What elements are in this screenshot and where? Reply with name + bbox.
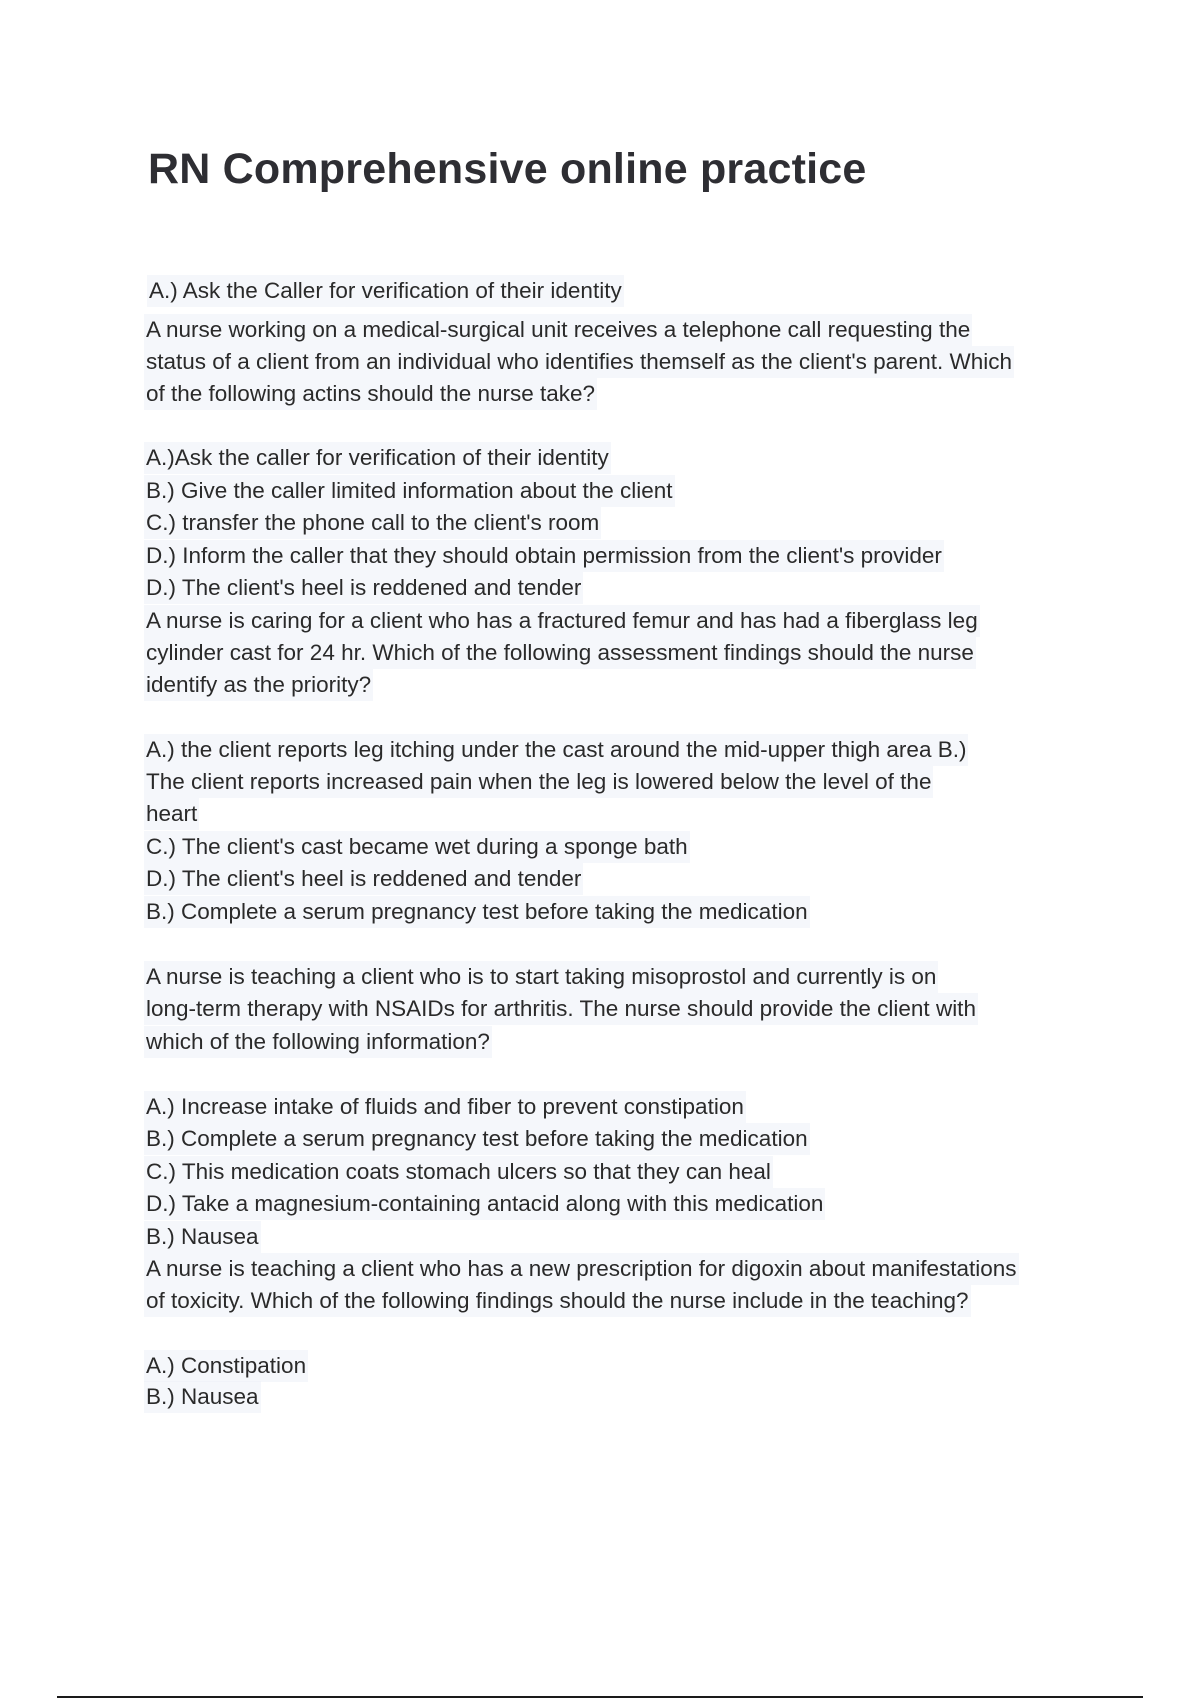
question-stem-line: identify as the priority?	[144, 669, 373, 701]
answer-key-line: A.) Ask the Caller for verification of their identity	[147, 275, 624, 307]
answer-option: C.) transfer the phone call to the client's room	[144, 507, 601, 539]
answer-option: B.) Nausea	[144, 1381, 261, 1413]
question-stem-line: A nurse working on a medical-surgical unit receives a telephone call requesting the	[144, 314, 972, 346]
question-stem-line: cylinder cast for 24 hr. Which of the following assessment findings should the nurse	[144, 637, 976, 669]
answer-option: B.) Complete a serum pregnancy test before taking the medication	[144, 1123, 810, 1155]
page-title: RN Comprehensive online practice	[148, 145, 867, 193]
answer-option: D.) The client's heel is reddened and tender	[144, 863, 583, 895]
answer-option: A.) Increase intake of fluids and fiber to prevent constipation	[144, 1091, 746, 1123]
answer-option: A.) Constipation	[144, 1350, 308, 1382]
question-stem-line: A nurse is caring for a client who has a fractured femur and has had a fiberglass leg	[144, 605, 980, 637]
answer-option: A.)Ask the caller for verification of their identity	[144, 442, 611, 474]
answer-key-line: B.) Complete a serum pregnancy test before taking the medication	[144, 896, 810, 928]
answer-option: heart	[144, 798, 199, 830]
answer-option: D.) Take a magnesium-containing antacid along with this medication	[144, 1188, 825, 1220]
answer-option: C.) The client's cast became wet during a sponge bath	[144, 831, 690, 863]
answer-option: The client reports increased pain when the leg is lowered below the level of the	[144, 766, 933, 798]
answer-option: D.) Inform the caller that they should obtain permission from the client's provider	[144, 540, 944, 572]
question-stem-line: A nurse is teaching a client who is to start taking misoprostol and currently is on	[144, 961, 938, 993]
answer-option: C.) This medication coats stomach ulcers so that they can heal	[144, 1156, 773, 1188]
answer-option: B.) Give the caller limited information about the client	[144, 475, 675, 507]
question-stem-line: of toxicity. Which of the following findings should the nurse include in the teaching?	[144, 1285, 971, 1317]
question-stem-line: which of the following information?	[144, 1026, 492, 1058]
answer-key-line: D.) The client's heel is reddened and tender	[144, 572, 583, 604]
question-stem-line: status of a client from an individual who identifies themself as the client's parent. Which	[144, 346, 1014, 378]
footer-rule	[57, 1696, 1143, 1698]
question-stem-line: A nurse is teaching a client who has a new prescription for digoxin about manifestations	[144, 1253, 1019, 1285]
answer-option: A.) the client reports leg itching under the cast around the mid-upper thigh area B.)	[144, 734, 968, 766]
question-stem-line: of the following actins should the nurse take?	[144, 378, 597, 410]
question-stem-line: long-term therapy with NSAIDs for arthritis. The nurse should provide the client with	[144, 993, 978, 1025]
answer-key-line: B.) Nausea	[144, 1221, 261, 1253]
